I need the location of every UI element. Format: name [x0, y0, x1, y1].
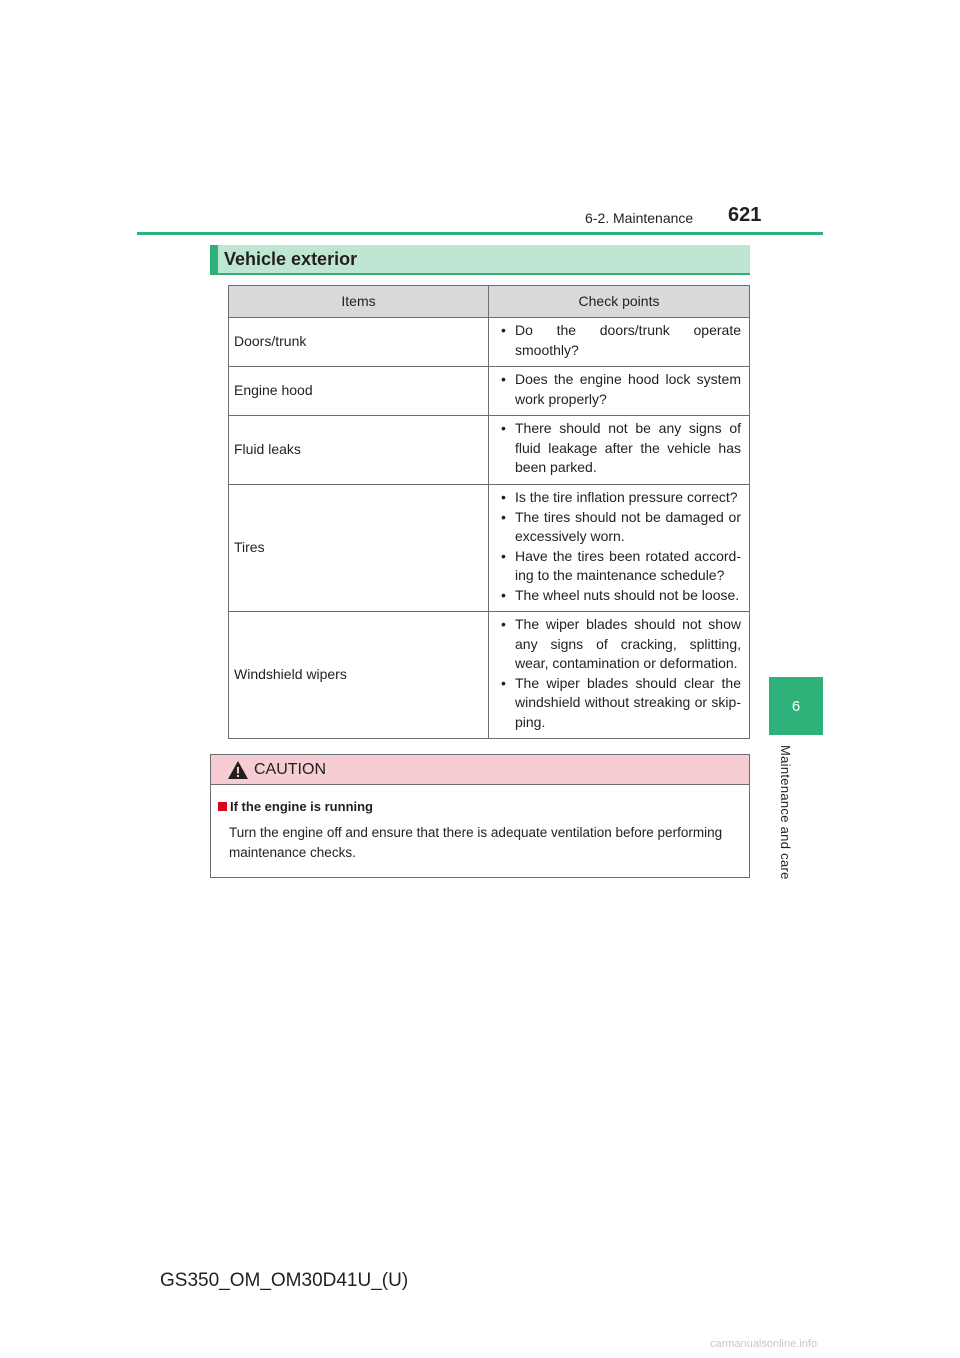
- document-code: GS350_OM_OM30D41U_(U): [160, 1270, 409, 1291]
- caution-box: [210, 754, 750, 878]
- check-point: • Do the doors/trunk operate smoothly?: [497, 321, 741, 360]
- section-title: [210, 245, 750, 275]
- caution-subheading-text: If the engine is running: [230, 799, 373, 814]
- column-header-items: Items: [229, 286, 489, 318]
- row-item: Engine hood: [229, 367, 489, 416]
- caution-header: [211, 755, 749, 785]
- header-section-title: 6-2. Maintenance: [585, 210, 694, 226]
- header-rule: [137, 232, 823, 235]
- check-point: • The wiper blades should clear the windshield without streaking or skip-ping.: [497, 674, 741, 733]
- table-row: [229, 367, 750, 416]
- table-row: [229, 318, 750, 367]
- table-row: [229, 416, 750, 485]
- row-check-points: [489, 416, 750, 485]
- check-point: • The wiper blades should not show any signs of cracking, splitting, wear, contamination or deformation.: [497, 615, 741, 674]
- row-check-points: [489, 612, 750, 739]
- chapter-number: 6: [791, 697, 801, 715]
- row-item: Fluid leaks: [229, 416, 489, 485]
- check-table: [228, 285, 750, 739]
- check-point: • Is the tire inflation pressure correct?: [497, 488, 741, 508]
- section-title-text: Vehicle exterior: [224, 249, 358, 269]
- chapter-tab: [769, 677, 823, 735]
- caution-title: CAUTION: [254, 760, 326, 778]
- row-item: Doors/trunk: [229, 318, 489, 367]
- row-check-points: [489, 367, 750, 416]
- watermark: carmanualsonline.info: [710, 1338, 818, 1350]
- chapter-label: Maintenance and care: [778, 745, 793, 880]
- check-point: • The wheel nuts should not be loose.: [497, 586, 741, 606]
- warning-triangle-icon: [227, 760, 249, 780]
- row-check-points: [489, 318, 750, 367]
- row-check-points: [489, 485, 750, 612]
- row-item: Tires: [229, 485, 489, 612]
- check-point: • The tires should not be damaged or excessively worn.: [497, 508, 741, 547]
- table-row: [229, 612, 750, 739]
- page-number: 621: [728, 204, 762, 226]
- check-point: • There should not be any signs of fluid leakage after the vehicle has been parked.: [497, 419, 741, 478]
- caution-subheading: [218, 799, 373, 814]
- row-item: Windshield wipers: [229, 612, 489, 739]
- check-point: • Have the tires been rotated accord-ing to the maintenance schedule?: [497, 547, 741, 586]
- check-point: • Does the engine hood lock system work properly?: [497, 370, 741, 409]
- caution-body: Turn the engine off and ensure that there is adequate ventilation before performing maintenance checks.: [229, 825, 723, 860]
- table-header-row: [229, 286, 750, 318]
- table-row: [229, 485, 750, 612]
- column-header-check-points: Check points: [489, 286, 750, 318]
- red-square-bullet-icon: [218, 802, 227, 811]
